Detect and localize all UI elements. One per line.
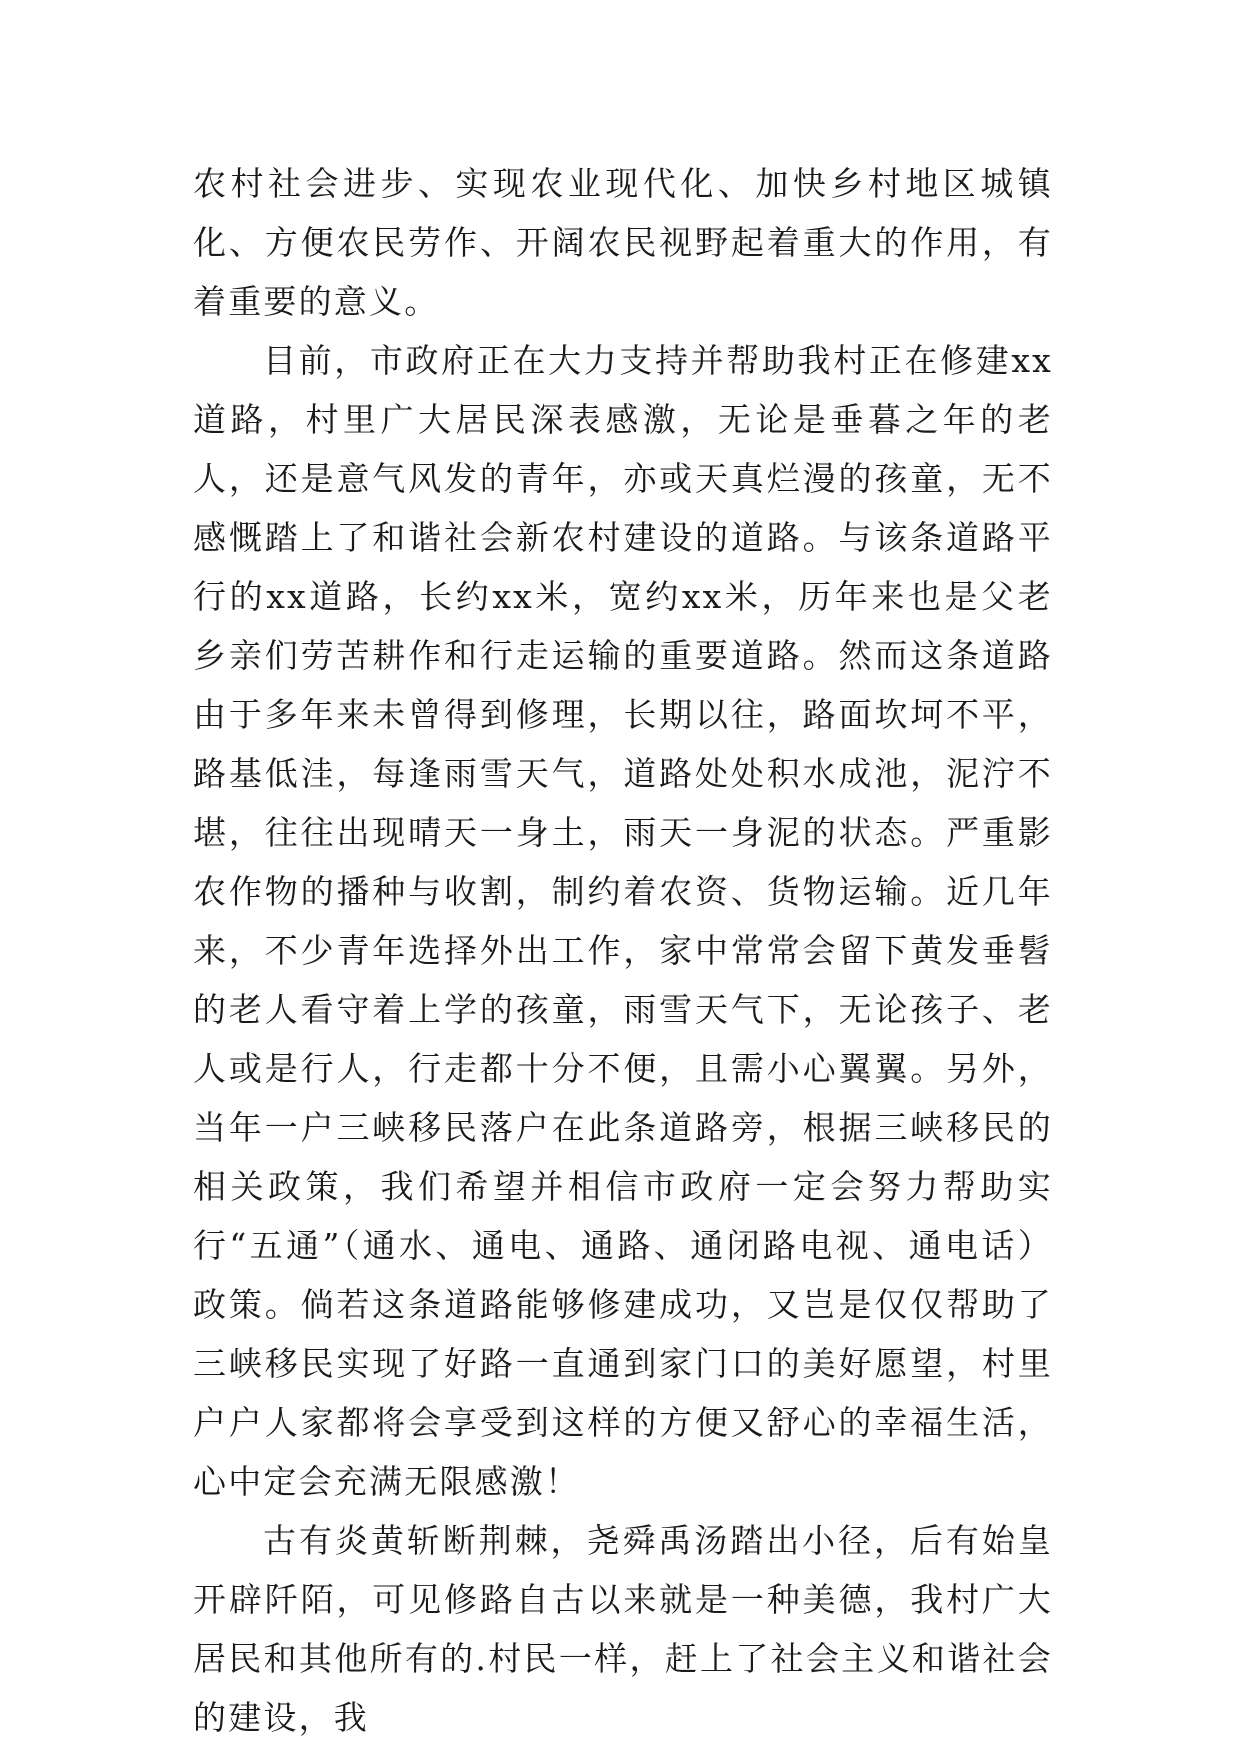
paragraph-1: 农村社会进步、实现农业现代化、加快乡村地区城镇化、方便农民劳作、开阔农民视野起着重大的作用，有着重要的意义。 <box>193 164 1053 321</box>
paragraph-2: 目前，市政府正在大力支持并帮助我村正在修建xx道路，村里广大居民深表感激，无论是垂暮之年的老人，还是意气风发的青年，亦或天真烂漫的孩童，无不感慨踏上了和谐社会新农村建设的道路。与该条道路平行的xx道路，长约xx米，宽约xx米，历年来也是父老乡亲们劳苦耕作和行走运输的重要道路。然而这条道路由于多年来未曾得到修理，长期以往，路面坎坷不平，路基低洼，每逢雨雪天气，道路处处积水成池，泥泞不堪，往往出现晴天一身土，雨天一身泥的状态。严重影农作物的播种与收割，制约着农资、货物运输。近几年来，不少青年选择外出工作，家中常常会留下黄发垂髫的老人看守着上学的孩童，雨雪天气下，无论孩子、老人或是行人，行走都十分不便，且需小心翼翼。另外，当年一户三峡移民落户在此条道路旁，根据三峡移民的相关政策，我们希望并相信市政府一定会努力帮助实行“五通”（通水、通电、通路、通闭路电视、通电话）政策。倘若这条道路能够修建成功，又岂是仅仅帮助了三峡移民实现了好路一直通到家门口的美好愿望，村里户户人家都将会享受到这样的方便又舒心的幸福生活，心中定会充满无限感激！ <box>193 341 1053 1501</box>
document-body <box>193 154 1053 1747</box>
paragraph-3: 古有炎黄斩断荆棘，尧舜禹汤踏出小径，后有始皇开辟阡陌，可见修路自古以来就是一种美德，我村广大居民和其他所有的.村民一样，赶上了社会主义和谐社会的建设，我 <box>193 1521 1053 1737</box>
